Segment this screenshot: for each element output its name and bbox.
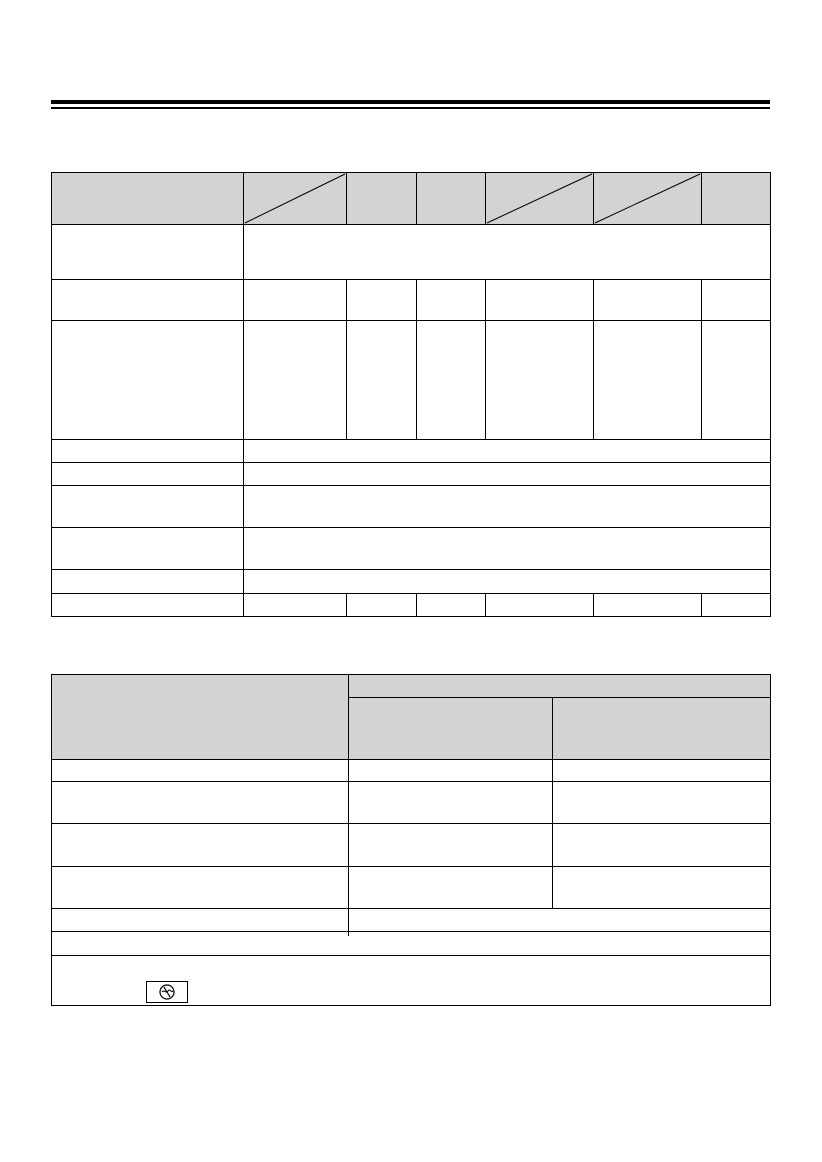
table1-row-line <box>51 320 771 321</box>
table1-row-line <box>51 527 771 528</box>
table1-diagonal-cell <box>593 172 702 225</box>
table2-row-line <box>51 759 771 760</box>
table1-row-line <box>51 279 771 280</box>
table1-col-line <box>485 279 486 440</box>
table1-col-line <box>485 593 486 617</box>
table1-col-line <box>416 172 417 225</box>
fan-symbol-icon <box>146 981 188 1003</box>
table2-row-line <box>51 823 771 824</box>
header-rule-thick <box>51 100 770 104</box>
table2-row-line <box>51 908 771 909</box>
table1-frame <box>51 172 771 617</box>
table2-row-line <box>51 955 771 956</box>
table1-col-line <box>346 593 347 617</box>
table2-row-line <box>51 866 771 867</box>
table1-col-line <box>346 279 347 440</box>
table1-row-line <box>51 462 771 463</box>
table1-diagonal-cell <box>243 172 347 225</box>
table1-col-line <box>701 593 702 617</box>
header-rule-thin <box>51 107 770 109</box>
table2-row-line <box>348 697 771 698</box>
table1-row-line <box>51 439 771 440</box>
table1-col-line <box>593 593 594 617</box>
table1-col-line <box>701 279 702 440</box>
table1-row-line <box>51 485 771 486</box>
table1-col-line <box>416 279 417 440</box>
table1-row-line <box>51 593 771 594</box>
table2-col-line <box>348 674 349 936</box>
table1-col-line <box>416 593 417 617</box>
table1-col-line <box>593 279 594 440</box>
table1-col-line <box>243 172 244 617</box>
table2-col-line <box>552 697 553 909</box>
table2-frame <box>51 674 771 1006</box>
table1-diagonal-cell <box>485 172 594 225</box>
table2-row-line <box>51 931 771 932</box>
table2-row-line <box>51 781 771 782</box>
table1-row-line <box>51 569 771 570</box>
